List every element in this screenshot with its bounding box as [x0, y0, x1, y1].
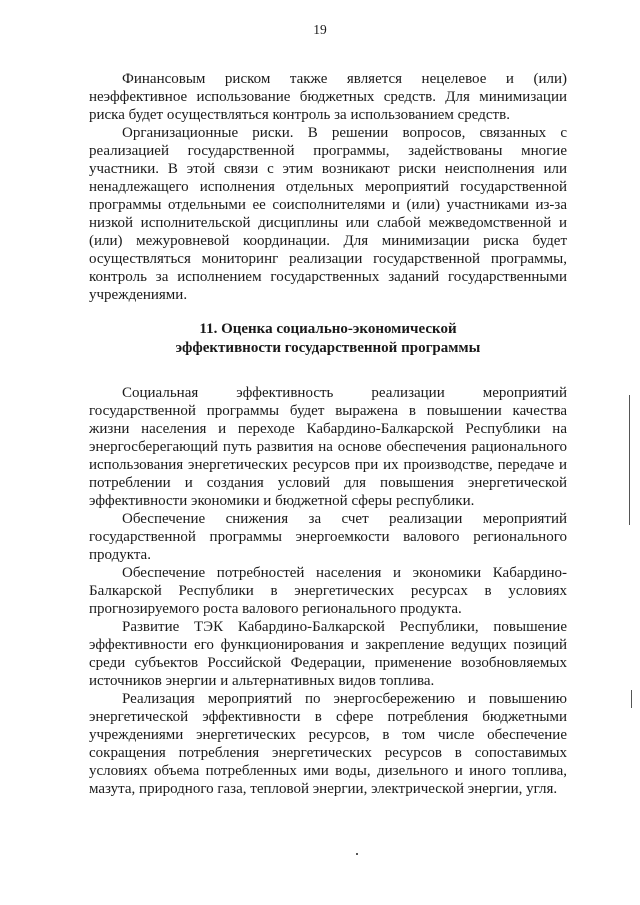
- section-heading-line-2: эффективности государственной программы: [175, 340, 481, 356]
- section-heading-line-1: 11. Оценка социально-экономической: [199, 321, 457, 337]
- paragraph-financial-risk: Финансовым риском также является нецелевое и (или) неэффективное использование бюджетных средств. Для минимизации риска будет осуществляться контроль за использованием средств.: [89, 71, 567, 123]
- paragraph-energy-needs: Обеспечение потребностей населения и экономики Кабардино-Балкарской Республики в энергетических ресурсах в условиях прогнозируемого роста валового регионального продукта.: [89, 565, 567, 617]
- section-heading: [89, 320, 567, 358]
- paragraph-social-efficiency: Социальная эффективность реализации мероприятий государственной программы будет выражена в повышении качества жизни населения и переходе Кабардино-Балкарской Республики на энергосберегающий путь развития на основе обеспечения рационального использования энергетических ресурсов при их производстве, передаче и потреблении и создания условий для повышения энергетической эффективности экономики и бюджетной сферы республики.: [89, 385, 567, 509]
- scan-dot-mark: [356, 853, 358, 855]
- scan-edge-mark: [629, 395, 630, 525]
- paragraph-organizational-risks: Организационные риски. В решении вопросов, связанных с реализацией государственной программы, задействованы многие участники. В этой связи с этим возникают риски неисполнения или ненадлежащего исполнения отдельных мероприятий государственной программы отдельными ее соисполнителями и (или) участниками из-за низкой исполнительской дисциплины или слабой межведомственной и (или) межуровневой координации. Для минимизации риска будет осуществляться мониторинг реализации государственной программы, контроль за исполнением государственных заданий государственными учреждениями.: [89, 125, 567, 303]
- paragraph-energy-intensity: Обеспечение снижения за счет реализации мероприятий государственной программы энергоемкости валового регионального продукта.: [89, 511, 567, 563]
- paragraph-energy-saving-measures: Реализация мероприятий по энергосбережению и повышению энергетической эффективности в сфере потребления бюджетными учреждениями энергетических ресурсов, в том числе обеспечение сокращения потребления энергетических ресурсов в сопоставимых условиях объема потребленных ими воды, дизельного и иного топлива, мазута, природного газа, тепловой энергии, электрической энергии, угля.: [89, 691, 567, 797]
- page-number: 19: [313, 22, 327, 37]
- paragraph-fuel-energy-complex: Развитие ТЭК Кабардино-Балкарской Республики, повышение эффективности его функционирования и закрепление ведущих позиций среди субъектов Российской Федерации, применение возобновляемых источников энергии и альтернативных видов топлива.: [89, 619, 567, 689]
- page-body: [89, 70, 567, 798]
- scan-edge-mark: [631, 690, 632, 708]
